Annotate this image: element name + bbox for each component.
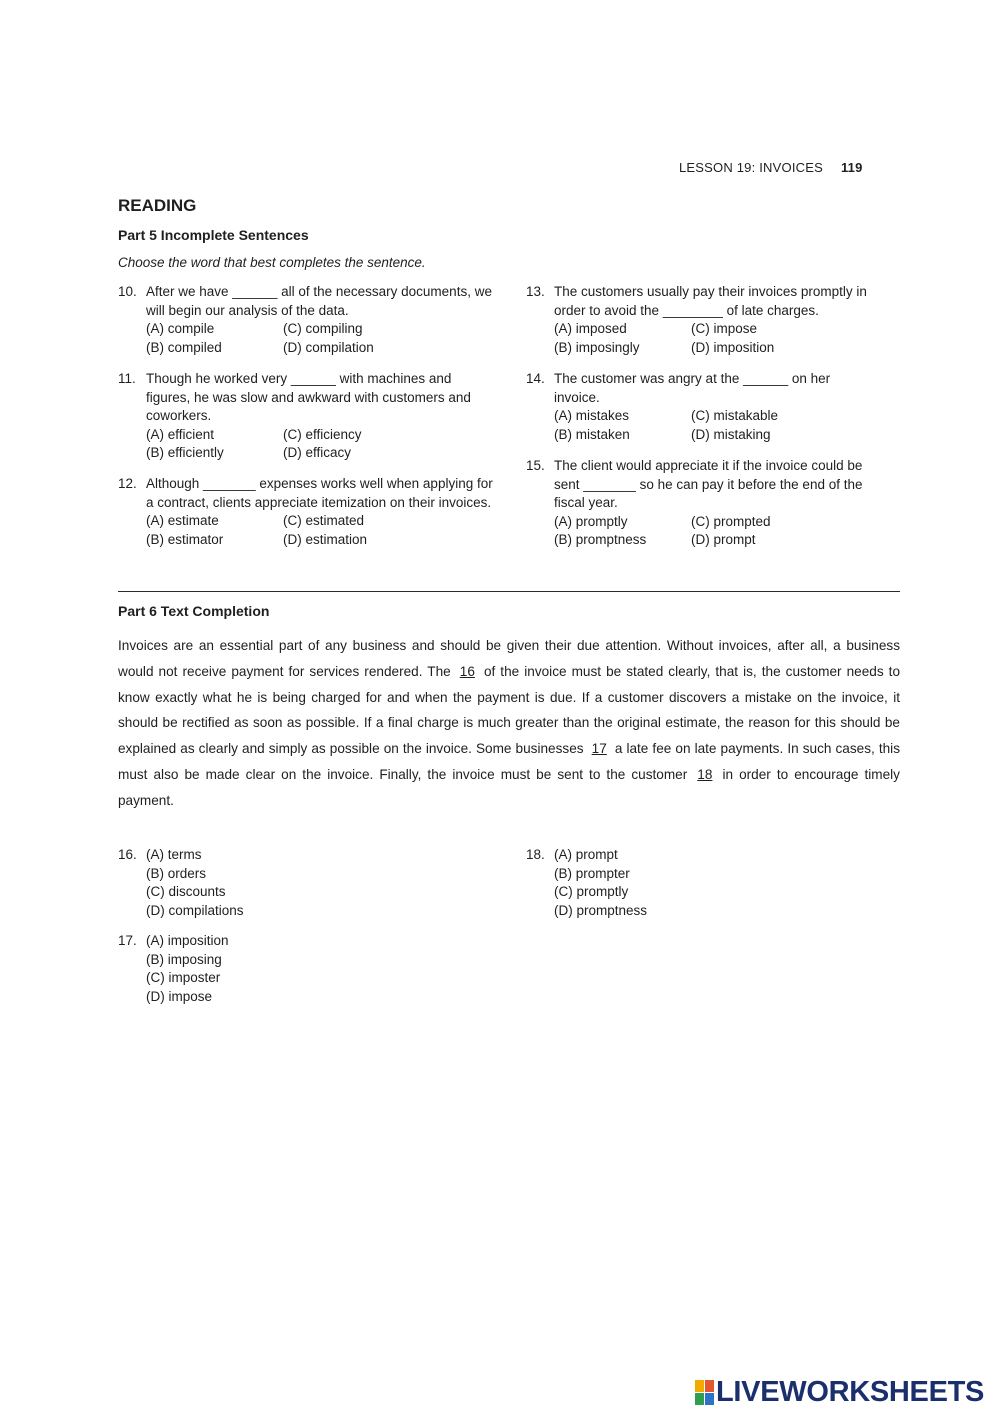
blank-17[interactable]: 17	[591, 741, 607, 757]
question-number: 10.	[118, 284, 137, 299]
logo-square	[695, 1393, 704, 1405]
part6-title: Part 6 Text Completion	[118, 603, 270, 619]
option-d[interactable]: (D) imposition	[691, 339, 775, 355]
logo-square	[705, 1393, 714, 1405]
question-10	[118, 283, 498, 357]
option-d[interactable]: (D) promptness	[554, 902, 648, 918]
option-c[interactable]: (C) imposter	[146, 970, 221, 985]
option-b[interactable]: (B) imposingly	[554, 339, 640, 355]
question-11	[118, 370, 498, 463]
option-a[interactable]: (A) promptly	[554, 513, 628, 529]
option-a[interactable]: (A) prompt	[554, 847, 618, 862]
question-18	[526, 846, 647, 920]
section-divider	[118, 591, 900, 592]
question-number: 18.	[526, 847, 545, 862]
question-number: 11.	[118, 371, 136, 386]
page-header	[679, 160, 863, 175]
lesson-title: LESSON 19: INVOICES	[679, 160, 823, 175]
option-a[interactable]: (A) terms	[146, 847, 202, 862]
passage-text: in order to encourage timely payment.	[118, 766, 900, 808]
answer-options	[146, 512, 498, 549]
option-c[interactable]: (C) discounts	[146, 884, 226, 899]
question-number: 16.	[118, 847, 137, 862]
blank-16[interactable]: 16	[459, 663, 475, 679]
passage-text: Invoices are an essential part of any business and should be given their due attention. Without invoices, after all, a business would not receive payment for services rendered. The	[118, 638, 900, 679]
option-a[interactable]: (A) imposition	[146, 933, 229, 948]
option-a[interactable]: (A) efficient	[146, 426, 215, 442]
logo-square	[695, 1380, 704, 1392]
answer-options	[554, 513, 891, 550]
option-d[interactable]: (D) estimation	[283, 531, 368, 547]
option-b[interactable]: (B) imposing	[146, 951, 222, 967]
question-17	[118, 932, 229, 1006]
question-13	[526, 283, 896, 357]
section-title: READING	[118, 196, 197, 215]
question-number: 12.	[118, 476, 137, 491]
option-b[interactable]: (B) promptness	[554, 532, 647, 547]
part5-instruction: Choose the word that best completes the sentence.	[118, 255, 426, 270]
page-number: 119	[840, 160, 863, 175]
logo-mark-icon	[695, 1380, 714, 1405]
option-b[interactable]: (B) orders	[146, 865, 207, 881]
option-d[interactable]: (D) efficacy	[283, 445, 352, 460]
question-12	[118, 475, 498, 549]
option-d[interactable]: (D) compilations	[146, 902, 244, 918]
option-d[interactable]: (D) prompt	[691, 532, 756, 547]
logo-square	[705, 1380, 714, 1392]
option-d[interactable]: (D) mistaking	[691, 426, 771, 442]
question-number: 14.	[526, 371, 545, 386]
option-b[interactable]: (B) estimator	[146, 531, 224, 547]
passage-text: a late fee on late payments. In such cases, this must also be made clear on the invoice. Finally, the invoice must be sent to the customer	[118, 741, 900, 782]
question-stem: After we have ______ all of the necessary documents, we will begin our analysis of the data.	[146, 284, 492, 318]
question-14	[526, 370, 876, 444]
question-stem: Though he worked very ______ with machines and figures, he was slow and awkward with customers and coworkers.	[146, 371, 471, 423]
question-number: 13.	[526, 284, 545, 299]
question-number: 17.	[118, 933, 137, 948]
liveworksheets-logo	[695, 1376, 984, 1409]
answer-options	[146, 426, 498, 463]
answer-options	[146, 320, 498, 357]
option-b[interactable]: (B) efficiently	[146, 445, 224, 460]
option-a[interactable]: (A) compile	[146, 321, 215, 336]
option-d[interactable]: (D) compilation	[283, 339, 374, 355]
option-c[interactable]: (C) estimated	[283, 513, 365, 528]
option-c[interactable]: (C) mistakable	[691, 408, 779, 423]
question-stem: Although _______ expenses works well when applying for a contract, clients appreciate itemization on their invoices.	[146, 476, 493, 510]
option-a[interactable]: (A) estimate	[146, 513, 219, 528]
passage	[118, 633, 900, 814]
option-c[interactable]: (C) prompted	[691, 513, 771, 529]
option-a[interactable]: (A) mistakes	[554, 408, 630, 423]
part5-title: Part 5 Incomplete Sentences	[118, 227, 309, 243]
blank-18[interactable]: 18	[697, 766, 713, 782]
question-number: 15.	[526, 458, 545, 473]
option-d[interactable]: (D) impose	[146, 988, 213, 1004]
option-a[interactable]: (A) imposed	[554, 321, 627, 336]
option-c[interactable]: (C) promptly	[554, 884, 629, 899]
option-c[interactable]: (C) compiling	[283, 321, 363, 336]
question-15	[526, 457, 891, 550]
question-stem: The customer was angry at the ______ on her invoice.	[554, 371, 831, 405]
option-b[interactable]: (B) mistaken	[554, 426, 630, 442]
option-c[interactable]: (C) efficiency	[283, 426, 362, 442]
passage-text: of the invoice must be stated clearly, that is, the customer needs to know exactly what he is being charged for and when the payment is due. If a customer discovers a mistake on the invoice, it should be rectified as soon as possible. If a final charge is much greater than the original estimate, the reason for this should be explained as clearly and simply as possible on the invoice. Some businesses	[118, 663, 901, 757]
question-16	[118, 846, 244, 920]
option-b[interactable]: (B) compiled	[146, 339, 222, 355]
question-stem: The customers usually pay their invoices promptly in order to avoid the ________ of late charges.	[554, 284, 867, 318]
option-b[interactable]: (B) prompter	[554, 865, 630, 881]
question-stem: The client would appreciate it if the invoice could be sent _______ so he can pay it before the end of the fiscal year.	[554, 458, 863, 510]
option-c[interactable]: (C) impose	[691, 321, 758, 336]
answer-options	[554, 320, 896, 357]
answer-options	[554, 407, 876, 444]
logo-text: LIVEWORKSHEETS	[716, 1376, 985, 1408]
